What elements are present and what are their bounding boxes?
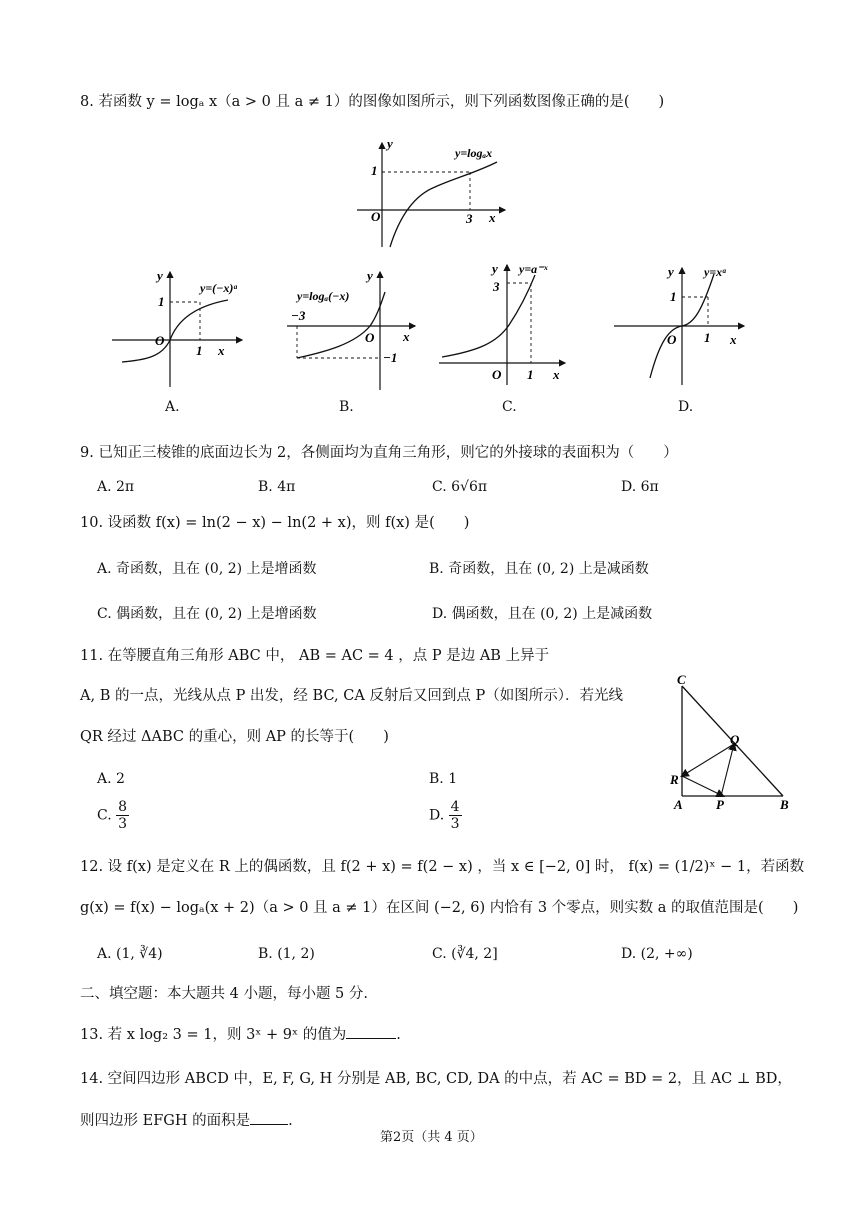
graph-d-label: y=xᵃ [704,265,726,279]
q10-option-a: A. 奇函数，且在 (0, 2) 上是增函数 [97,561,317,577]
svg-text:y: y [668,264,674,279]
graph-c-label: y=a⁻ˣ [519,262,548,276]
q11-option-a: A. 2 [97,771,125,787]
graph-d [612,260,752,390]
q9-option-d: D. 6π [621,479,659,495]
main-ytick: 1 [371,163,378,178]
q12-option-c: C. (∛4, 2] [432,946,498,962]
q13-text: 13. 若 x log₂ 3 = 1，则 3ˣ + 9ˣ 的值为 . [80,1024,401,1045]
svg-text:1: 1 [527,367,534,382]
q14-line2: 则四边形 EFGH 的面积是 . [80,1110,293,1131]
svg-text:O: O [492,367,502,382]
graph-d-option: D. [678,399,694,415]
q8-main-graph [355,135,515,250]
graph-b-label: y=logₐ(−x) [297,289,350,303]
graph-b-option: B. [339,399,354,415]
q13-blank [346,1024,396,1039]
svg-text:B: B [780,797,789,812]
q12-option-d: D. (2, +∞) [621,946,693,962]
graph-a-label: y=(−x)ᵃ [200,281,238,295]
svg-text:x: x [218,343,225,358]
q11-triangle-figure [665,672,795,812]
svg-text:y: y [157,268,163,283]
q9-option-a: A. 2π [97,479,135,495]
q10-option-d: D. 偶函数，且在 (0, 2) 上是减函数 [432,606,653,622]
svg-text:O: O [365,330,375,345]
main-yaxis: y [387,136,393,151]
q11-line2: A, B 的一点，光线从点 P 出发，经 BC, CA 反射后又回到点 P（如图所示）．若光线 [80,688,624,704]
svg-text:3: 3 [493,279,500,294]
svg-text:1: 1 [670,289,677,304]
svg-text:−3: −3 [291,308,306,323]
svg-text:C: C [677,672,686,687]
svg-text:y: y [492,261,498,276]
main-origin: O [371,209,381,224]
q10-text: 10. 设函数 f(x) = ln(2 − x) − ln(2 + x)，则 f(x) 是( ) [80,515,470,531]
q10-option-c: C. 偶函数，且在 (0, 2) 上是增函数 [97,606,317,622]
svg-text:x: x [553,367,560,382]
graph-c [437,255,587,390]
svg-text:x: x [730,332,737,347]
section2-heading: 二、填空题：本大题共 4 小题，每小题 5 分. [80,986,368,1002]
graph-a-option: A. [165,399,180,415]
q9-option-b: B. 4π [258,479,296,495]
q14-line1: 14. 空间四边形 ABCD 中，E, F, G, H 分别是 AB, BC, CD, DA 的中点，若 AC = BD = 2，且 AC ⊥ BD， [80,1071,792,1087]
q10-option-b: B. 奇函数，且在 (0, 2) 上是减函数 [429,561,649,577]
svg-text:A: A [674,797,683,812]
q9-text: 9. 已知正三棱锥的底面边长为 2，各侧面均为直角三角形，则它的外接球的表面积为（ ） [80,445,678,461]
svg-text:1: 1 [196,343,203,358]
main-func-label: y=logₐx [455,146,493,160]
q11-option-c: C. $\frac{8}{3}$ [97,799,128,832]
q11-line3: QR 经过 ΔABC 的重心，则 AP 的长等于( ) [80,729,389,745]
q12-option-b: B. (1, 2) [258,946,315,962]
svg-text:1: 1 [158,294,165,309]
svg-text:1: 1 [704,330,711,345]
svg-text:R: R [670,772,679,787]
svg-text:O: O [667,332,677,347]
q11-line1: 11. 在等腰直角三角形 ABC 中， AB = AC = 4 ，点 P 是边 AB 上异于 [80,648,550,664]
svg-text:x: x [403,329,410,344]
graph-b [285,262,435,392]
q11-option-b: B. 1 [429,771,458,787]
svg-text:Q: Q [730,732,740,747]
graph-a [110,262,260,392]
q9-option-c: C. 6√6π [432,479,488,495]
q11-option-d: D. $\frac{4}{3}$ [429,799,460,832]
graph-c-option: C. [502,399,517,415]
main-xaxis: x [489,210,496,225]
q12-line2: g(x) = f(x) − logₐ(x + 2)（a > 0 且 a ≠ 1）在区间 (−2, 6) 内恰有 3 个零点，则实数 a 的取值范围是( ) [80,900,799,916]
q12-option-a: A. (1, ∛4) [97,946,163,962]
page-footer: 第2页（共 4 页） [380,1130,483,1145]
q12-line1: 12. 设 f(x) 是定义在 R 上的偶函数，且 f(2 + x) = f(2 − x) ，当 x ∈ [−2, 0] 时， f(x) = (1/2)ˣ − 1，若函数 [80,859,805,875]
main-xtick: 3 [466,211,473,226]
q8-text: 8. 若函数 y = logₐ x（a > 0 且 a ≠ 1）的图像如图所示，则下列函数图像正确的是( ) [80,94,665,110]
svg-text:−1: −1 [383,350,398,365]
svg-text:P: P [716,797,724,812]
q14-blank [250,1110,288,1125]
svg-text:O: O [155,333,165,348]
svg-text:y: y [367,268,373,283]
